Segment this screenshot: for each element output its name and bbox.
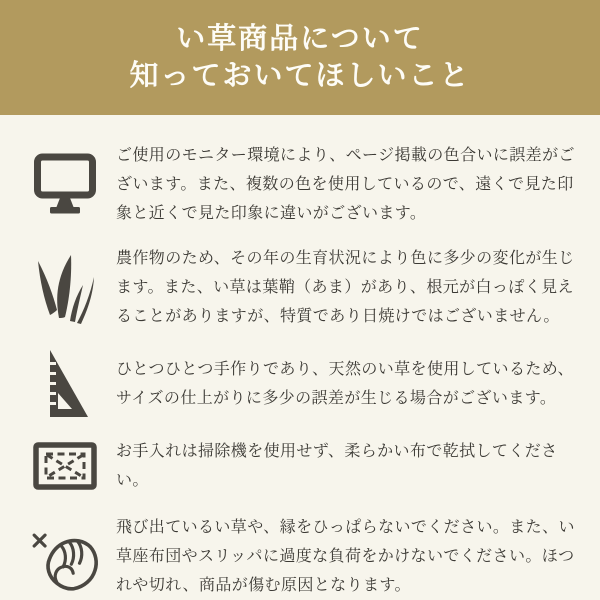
page-header [0, 0, 600, 115]
note-item-no-pull [26, 511, 584, 600]
note-item-monitor [26, 141, 584, 228]
cloth-icon [33, 442, 97, 490]
note-item-grass [26, 244, 584, 331]
grass-icon [36, 251, 94, 325]
note-text: 飛び出ているい草や、縁をひっぱらないでください。また、い草座布団やスリッパに過度な負荷をかけないでください。ほつれや切れ、商品が傷む原因となります。 [116, 518, 575, 594]
note-text: ひとつひとつ手作りであり、天然のい草を使用しているため、サイズの仕上がりに多少の誤差が生じる場合がございます。 [116, 361, 574, 407]
page-title-line1: い草商品について [176, 22, 424, 55]
no-pull-hand-icon [26, 511, 104, 600]
page-title-line2: 知っておいてほしいこと [129, 59, 471, 92]
note-text: ご使用のモニター環境により、ページ掲載の色合いに誤差がございます。また、複数の色を使用しているので、遠くで見た印象と近くで見た印象に違いがございます。 [116, 147, 575, 222]
note-item-set-square [26, 347, 584, 421]
note-text: お手入れは掃除機を使用せず、柔らかい布で乾拭してください。 [116, 443, 558, 489]
set-square-icon [39, 347, 91, 421]
note-text: 農作物のため、その年の生育状況により色に多少の変化が生じます。また、い草は葉鞘（あま）があり、根元が白っぽく見えることがありますが、特質であり日焼けではございません。 [116, 250, 575, 325]
notes-list [0, 115, 600, 600]
note-item-cloth [26, 437, 584, 495]
monitor-icon [33, 152, 97, 218]
